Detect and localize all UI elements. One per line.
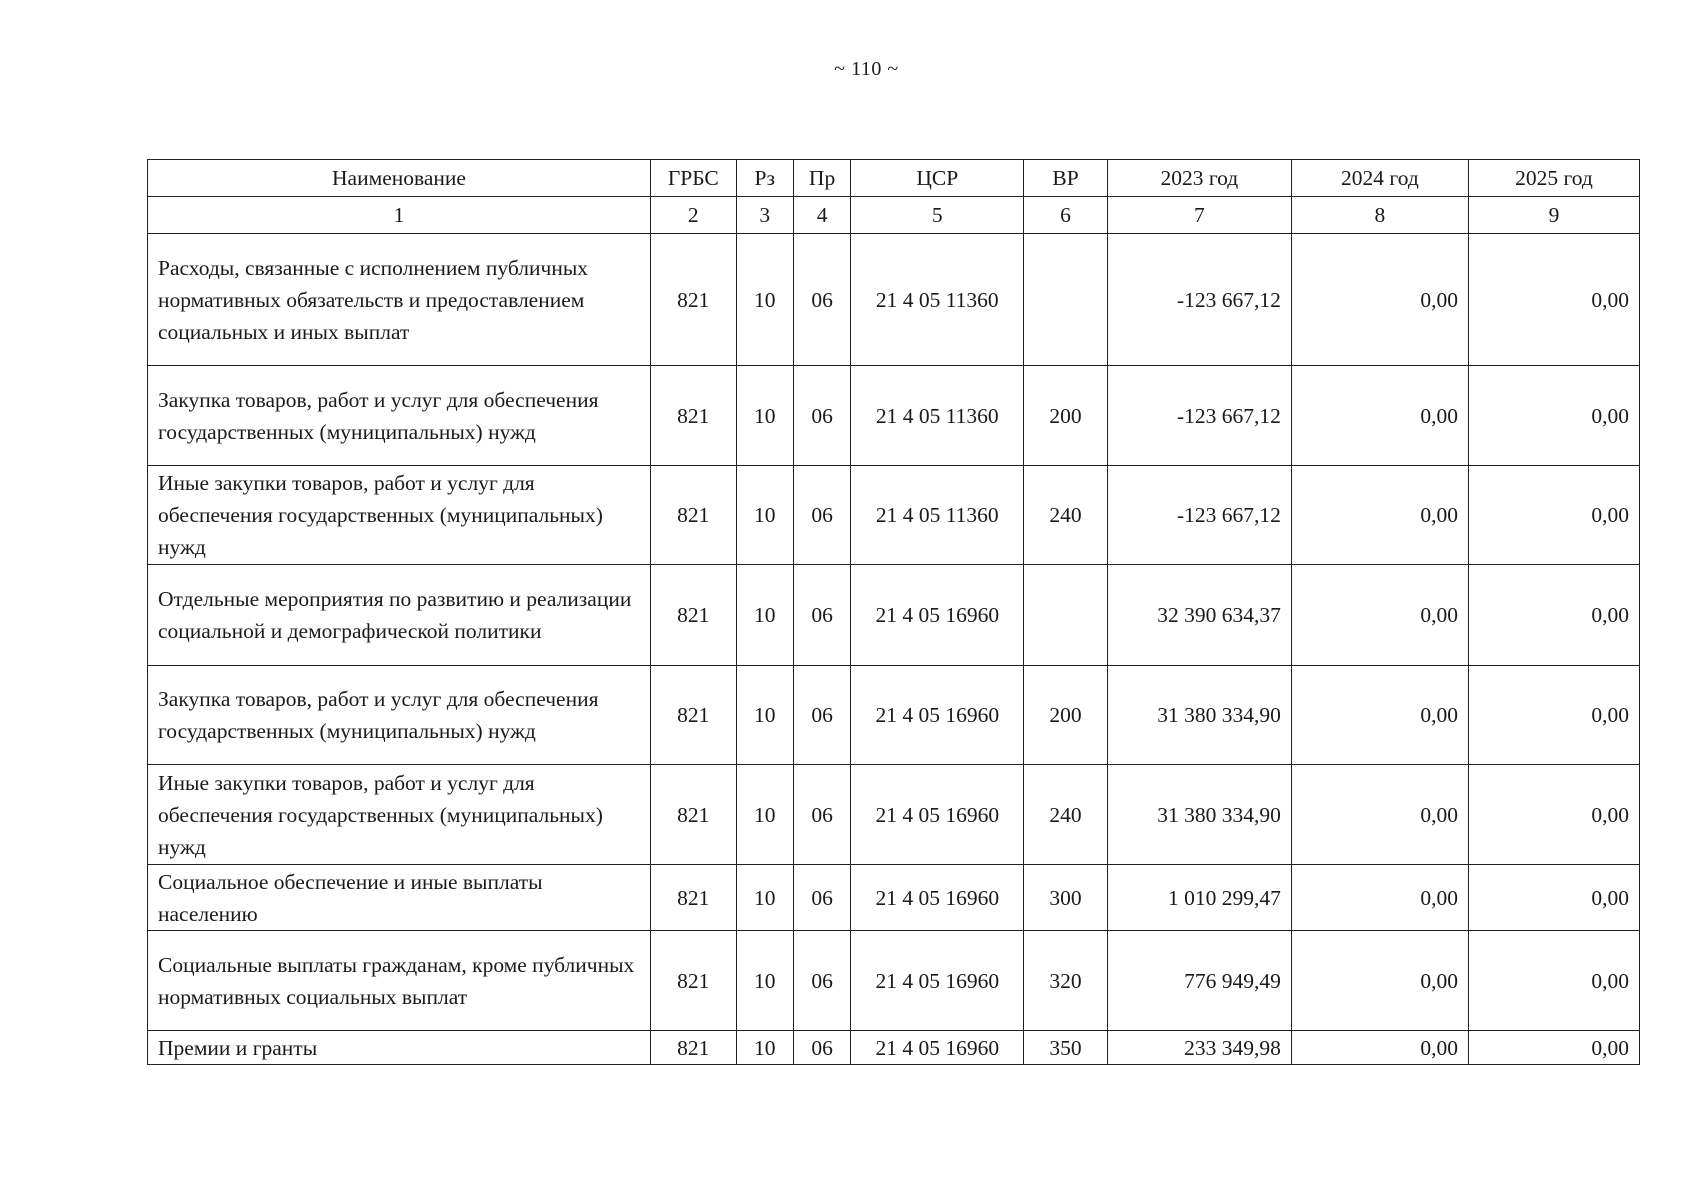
column-number: 9: [1468, 197, 1639, 234]
row-vr: [1024, 565, 1108, 666]
row-pr: 06: [793, 466, 850, 565]
row-2025: 0,00: [1468, 234, 1639, 366]
header-2023: 2023 год: [1107, 160, 1291, 197]
row-csr: 21 4 05 16960: [851, 765, 1024, 865]
row-2025: 0,00: [1468, 366, 1639, 466]
column-number-row: [148, 197, 1640, 234]
row-pr: 06: [793, 565, 850, 666]
row-grbs: 821: [651, 765, 737, 865]
row-2024: 0,00: [1291, 1031, 1468, 1065]
row-name: Закупка товаров, работ и услуг для обеспечения государственных (муниципальных) нужд: [148, 366, 651, 466]
header-pr: Пр: [793, 160, 850, 197]
column-number: 4: [793, 197, 850, 234]
column-number: 8: [1291, 197, 1468, 234]
row-name: Социальные выплаты гражданам, кроме публичных нормативных социальных выплат: [148, 931, 651, 1031]
row-csr: 21 4 05 16960: [851, 565, 1024, 666]
row-pr: 06: [793, 366, 850, 466]
row-grbs: 821: [651, 366, 737, 466]
row-pr: 06: [793, 666, 850, 765]
table-row: [148, 1031, 1640, 1065]
table-row: [148, 765, 1640, 865]
row-rz: 10: [736, 234, 793, 366]
table-row: [148, 466, 1640, 565]
column-number: 2: [651, 197, 737, 234]
row-csr: 21 4 05 16960: [851, 865, 1024, 931]
row-2024: 0,00: [1291, 765, 1468, 865]
row-2023: 776 949,49: [1107, 931, 1291, 1031]
row-2024: 0,00: [1291, 666, 1468, 765]
header-2024: 2024 год: [1291, 160, 1468, 197]
row-2023: 31 380 334,90: [1107, 666, 1291, 765]
row-csr: 21 4 05 11360: [851, 234, 1024, 366]
header-grbs: ГРБС: [651, 160, 737, 197]
row-rz: 10: [736, 865, 793, 931]
row-2023: 32 390 634,37: [1107, 565, 1291, 666]
row-2023: 1 010 299,47: [1107, 865, 1291, 931]
row-grbs: 821: [651, 1031, 737, 1065]
row-2025: 0,00: [1468, 565, 1639, 666]
row-pr: 06: [793, 931, 850, 1031]
row-2024: 0,00: [1291, 366, 1468, 466]
row-csr: 21 4 05 16960: [851, 931, 1024, 1031]
header-rz: Рз: [736, 160, 793, 197]
table-row: [148, 234, 1640, 366]
row-rz: 10: [736, 565, 793, 666]
row-rz: 10: [736, 366, 793, 466]
row-2025: 0,00: [1468, 931, 1639, 1031]
row-2024: 0,00: [1291, 931, 1468, 1031]
row-vr: 300: [1024, 865, 1108, 931]
table-row: [148, 931, 1640, 1031]
row-pr: 06: [793, 865, 850, 931]
row-vr: 240: [1024, 765, 1108, 865]
row-name: Иные закупки товаров, работ и услуг для обеспечения государственных (муниципальных) нужд: [148, 765, 651, 865]
row-vr: [1024, 234, 1108, 366]
row-grbs: 821: [651, 466, 737, 565]
row-vr: 320: [1024, 931, 1108, 1031]
row-name: Отдельные мероприятия по развитию и реализации социальной и демографической политики: [148, 565, 651, 666]
row-rz: 10: [736, 931, 793, 1031]
row-grbs: 821: [651, 931, 737, 1031]
row-grbs: 821: [651, 565, 737, 666]
row-vr: 350: [1024, 1031, 1108, 1065]
row-grbs: 821: [651, 865, 737, 931]
table-row: [148, 865, 1640, 931]
row-2025: 0,00: [1468, 865, 1639, 931]
row-pr: 06: [793, 234, 850, 366]
header-row: [148, 160, 1640, 197]
column-number: 5: [851, 197, 1024, 234]
row-csr: 21 4 05 11360: [851, 366, 1024, 466]
header-name: Наименование: [148, 160, 651, 197]
column-number: 3: [736, 197, 793, 234]
header-csr: ЦСР: [851, 160, 1024, 197]
table-row: [148, 366, 1640, 466]
table-row: [148, 565, 1640, 666]
row-2025: 0,00: [1468, 466, 1639, 565]
header-vr: ВР: [1024, 160, 1108, 197]
row-2023: -123 667,12: [1107, 234, 1291, 366]
row-rz: 10: [736, 1031, 793, 1065]
column-number: 6: [1024, 197, 1108, 234]
row-rz: 10: [736, 466, 793, 565]
row-2025: 0,00: [1468, 666, 1639, 765]
row-grbs: 821: [651, 234, 737, 366]
row-2024: 0,00: [1291, 466, 1468, 565]
row-name: Социальное обеспечение и иные выплаты населению: [148, 865, 651, 931]
table-row: [148, 666, 1640, 765]
row-csr: 21 4 05 16960: [851, 666, 1024, 765]
row-name: Расходы, связанные с исполнением публичных нормативных обязательств и предоставлением социальных и иных выплат: [148, 234, 651, 366]
row-csr: 21 4 05 11360: [851, 466, 1024, 565]
column-number: 7: [1107, 197, 1291, 234]
column-number: 1: [148, 197, 651, 234]
row-2023: 233 349,98: [1107, 1031, 1291, 1065]
row-grbs: 821: [651, 666, 737, 765]
row-csr: 21 4 05 16960: [851, 1031, 1024, 1065]
page-number: ~ 110 ~: [834, 58, 899, 80]
row-vr: 200: [1024, 666, 1108, 765]
row-2024: 0,00: [1291, 565, 1468, 666]
row-2023: 31 380 334,90: [1107, 765, 1291, 865]
row-2025: 0,00: [1468, 1031, 1639, 1065]
row-name: Иные закупки товаров, работ и услуг для обеспечения государственных (муниципальных) нужд: [148, 466, 651, 565]
header-2025: 2025 год: [1468, 160, 1639, 197]
row-2023: -123 667,12: [1107, 466, 1291, 565]
row-2025: 0,00: [1468, 765, 1639, 865]
row-pr: 06: [793, 1031, 850, 1065]
row-2024: 0,00: [1291, 234, 1468, 366]
row-vr: 240: [1024, 466, 1108, 565]
row-rz: 10: [736, 666, 793, 765]
row-rz: 10: [736, 765, 793, 865]
row-2023: -123 667,12: [1107, 366, 1291, 466]
budget-table: [147, 159, 1640, 1065]
row-pr: 06: [793, 765, 850, 865]
row-name: Закупка товаров, работ и услуг для обеспечения государственных (муниципальных) нужд: [148, 666, 651, 765]
row-vr: 200: [1024, 366, 1108, 466]
row-name: Премии и гранты: [148, 1031, 651, 1065]
row-2024: 0,00: [1291, 865, 1468, 931]
